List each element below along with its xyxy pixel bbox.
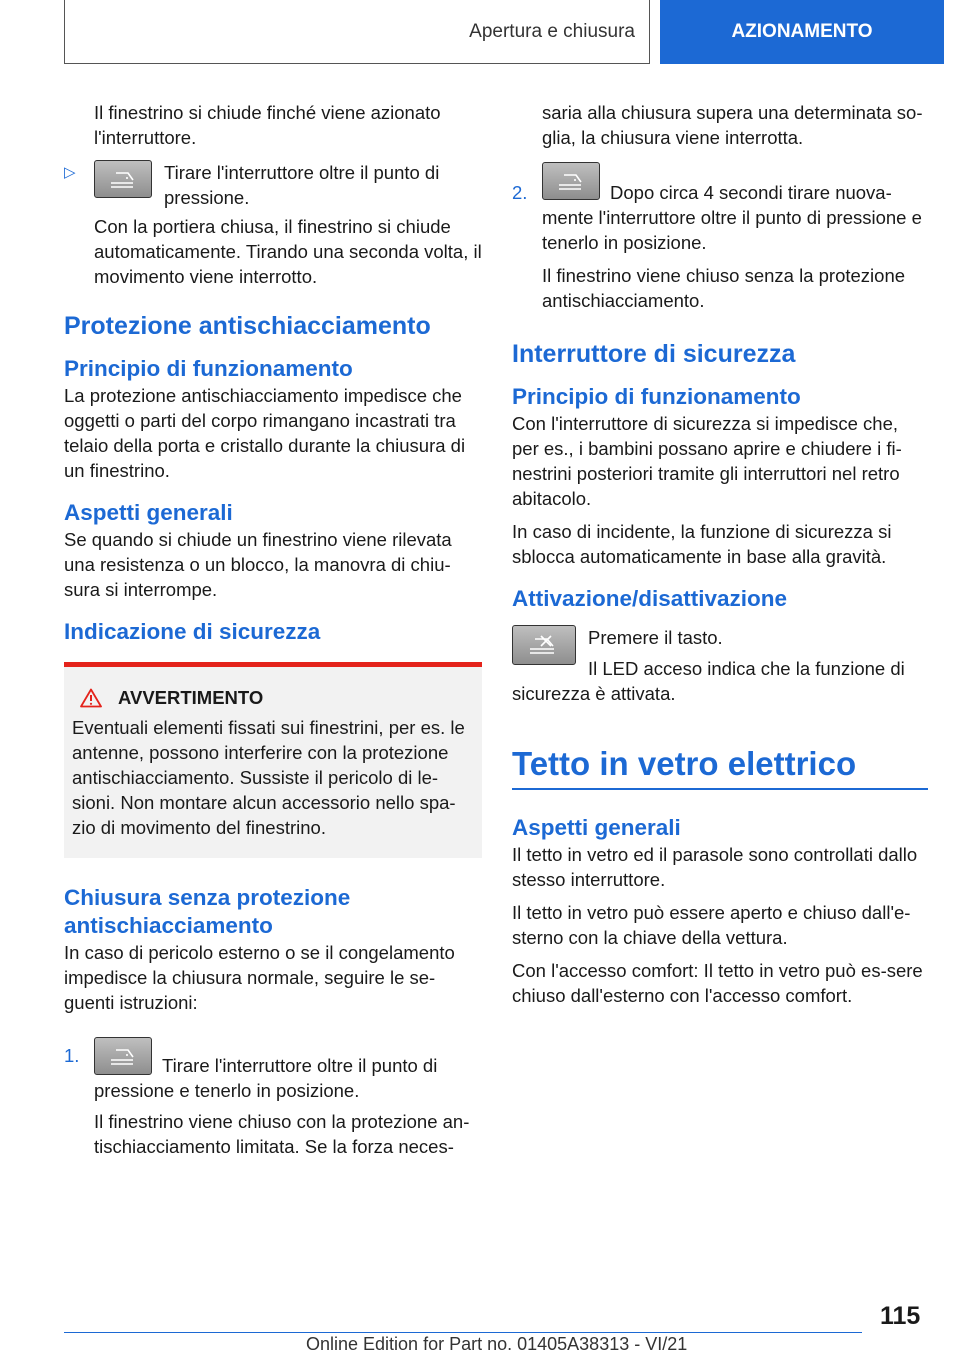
chiusura-paragraph: In caso di pericolo esterno o se il congelamento impedisce la chiusura normale, seguire le se-guenti istruzioni: <box>64 942 455 1013</box>
page-number: 115 <box>880 1302 921 1330</box>
warning-box <box>64 662 482 858</box>
heading-attivazione: Attivazione/disattivazione <box>512 586 788 611</box>
bullet-text: Tirare l'interruttore oltre il punto di pressione. <box>164 162 440 208</box>
heading-tetto: Tetto in vetro elettrico <box>512 745 857 782</box>
footer-rule <box>64 1332 862 1333</box>
heading-chiusura: Chiusura senza protezione antischiacciamento <box>64 885 351 938</box>
right-column <box>512 100 928 1008</box>
heading-interruttore: Interruttore di sicurezza <box>512 340 796 368</box>
heading-principio-right: Principio di funzionamento <box>512 384 801 409</box>
aspetti-paragraph: Se quando si chiude un finestrino viene rilevata una resistenza o un blocco, la manovra di chiu-sura si interrompe. <box>64 529 452 600</box>
principio-paragraph: La protezione antischiacciamento impedisce che oggetti o parti del corpo rimangano incastrati tra telaio della porta e cristallo durante la chiusura di un finestrino. <box>64 385 466 481</box>
attivazione-block <box>512 625 928 706</box>
intro-paragraph: Il finestrino si chiude finché viene azionato l'interruttore. <box>94 102 441 148</box>
warning-triangle-icon <box>80 688 102 708</box>
step-1-text: Tirare l'interruttore oltre il punto di pressione e tenerlo in posizione. <box>94 1055 438 1101</box>
attivazione-paragraph-2: Il LED acceso indica che la funzione di sicurezza è attivata. <box>512 658 905 704</box>
warning-title: AVVERTIMENTO <box>118 687 264 708</box>
header-section <box>64 0 650 64</box>
step-2-marker: 2. <box>512 182 528 203</box>
principio-paragraph-1: Con l'interruttore di sicurezza si impedisce che, per es., i bambini possano aprire e chiudere i fi-nestrini posteriori tramite gli interruttori nel retro abitacolo. <box>512 413 902 509</box>
header-chapter-title: AZIONAMENTO <box>731 21 873 42</box>
footer-edition: Online Edition for Part no. 01405A38313 - VI/21 <box>306 1334 688 1354</box>
warning-title-row <box>80 687 474 709</box>
step-1-note: Il finestrino viene chiuso con la protezione an-tischiacciamento limitata. Se la forza neces- <box>94 1111 470 1157</box>
step-2-note: Il finestrino viene chiuso senza la protezione antischiacciamento. <box>542 265 906 311</box>
heading-aspetti: Aspetti generali <box>64 500 233 525</box>
step-2 <box>512 162 928 313</box>
heading-principio: Principio di funzionamento <box>64 356 353 381</box>
warning-text: Eventuali elementi fissati sui finestrini, per es. le antenne, possono interferire con la protezione antischiacciamento. Sussiste il pericolo di le-sioni. Non montare alcun accessorio nello spa-zio di movimento del finestrino. <box>72 717 465 838</box>
step-2-text: Dopo circa 4 secondi tirare nuova-mente l'interruttore oltre il punto di pressione e tenerlo in posizione. <box>542 182 922 253</box>
principio-paragraph-2: In caso di incidente, la funzione di sicurezza si sblocca automaticamente in base alla gravità. <box>512 521 892 567</box>
bullet-item <box>64 160 482 289</box>
tetto-paragraph-2: Il tetto in vetro può essere aperto e chiuso dall'e-sterno con la chiave della vettura. <box>512 901 911 948</box>
window-switch-icon <box>542 162 600 200</box>
header-chapter[interactable] <box>660 0 944 64</box>
bullet-marker: ▷ <box>64 164 76 181</box>
bullet-note: Con la portiera chiusa, il finestrino si chiude automaticamente. Tirando una seconda volta, il movimento viene interrotto. <box>94 216 482 287</box>
window-switch-icon <box>94 1037 152 1075</box>
window-switch-icon <box>94 160 152 198</box>
heading-indicazione: Indicazione di sicurezza <box>64 619 321 644</box>
step-1 <box>64 1037 482 1159</box>
step-1-marker: 1. <box>64 1045 80 1066</box>
continued-paragraph: saria alla chiusura supera una determinata so-glia, la chiusura viene interrotta. <box>542 102 923 148</box>
attivazione-paragraph-1: Premere il tasto. <box>588 627 723 648</box>
header-section-title: Apertura e chiusura <box>469 20 635 42</box>
tetto-paragraph-1: Il tetto in vetro ed il parasole sono controllati dallo stesso interruttore. <box>512 843 918 890</box>
heading-aspetti-right: Aspetti generali <box>512 814 681 840</box>
tetto-paragraph-3: Con l'accesso comfort: Il tetto in vetro può es-sere chiuso dall'esterno con l'accesso comfort. <box>512 959 923 1006</box>
heading-tetto-rule <box>512 788 928 790</box>
left-column <box>64 100 482 1159</box>
child-lock-switch-icon <box>512 625 576 665</box>
heading-protezione: Protezione antischiacciamento <box>64 312 431 340</box>
